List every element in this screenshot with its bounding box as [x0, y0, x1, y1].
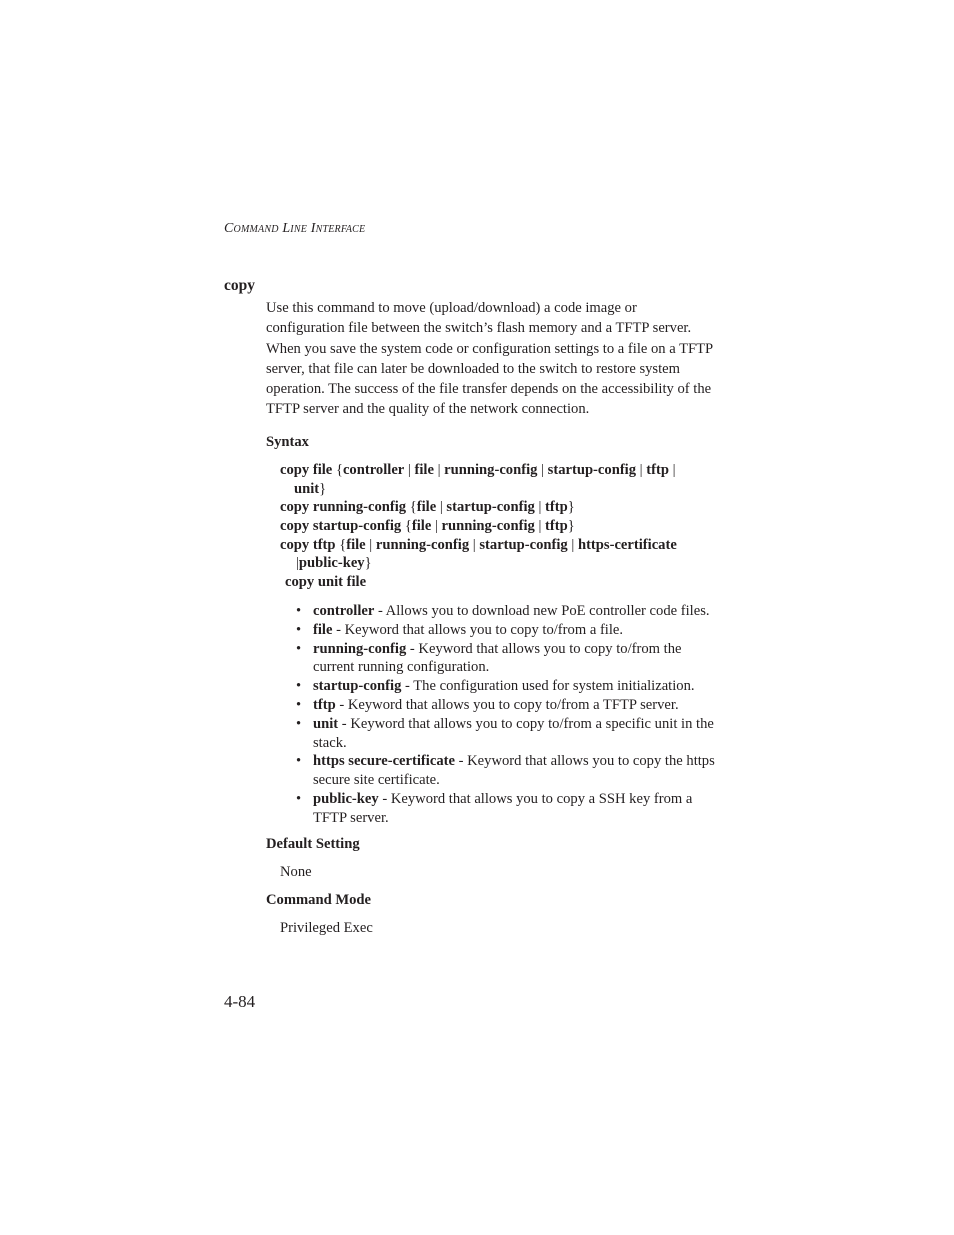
syntax-brace: }	[364, 555, 372, 571]
syntax-sep: |	[636, 462, 647, 478]
list-item	[296, 715, 736, 753]
syntax-sep: |	[365, 537, 376, 553]
syntax-option: tftp	[646, 462, 669, 478]
bullet-icon: •	[296, 790, 302, 807]
param-description: - Keyword that allows you to copy to/from a specific unit in the	[338, 715, 714, 732]
syntax-option: running-config	[444, 462, 538, 478]
param-keyword: public-key	[313, 790, 379, 807]
syntax-copy-file	[280, 462, 676, 479]
default-setting-heading: Default Setting	[266, 836, 360, 852]
syntax-sep: |	[534, 499, 546, 515]
syntax-sep: |	[296, 555, 299, 571]
param-description: - Keyword that allows you to copy to/from a TFTP server.	[335, 696, 679, 713]
list-item	[296, 677, 736, 696]
param-keyword: startup-config	[313, 678, 402, 695]
command-title: copy	[224, 277, 255, 294]
running-header: Command Line Interface	[224, 221, 366, 236]
bullet-icon: •	[296, 640, 302, 657]
parameter-list	[296, 602, 736, 828]
syntax-sep: |	[433, 462, 445, 478]
syntax-option: tftp	[545, 518, 568, 534]
bullet-icon: •	[296, 603, 302, 619]
description-line: operation. The success of the file transfer depends on the accessibility of the	[266, 381, 712, 398]
bullet-icon: •	[296, 715, 302, 732]
syntax-option: public-key	[298, 555, 365, 571]
syntax-sep: |	[431, 518, 442, 534]
syntax-sep: |	[469, 537, 480, 553]
param-description: - Keyword that allows you to copy a SSH key from a	[378, 790, 693, 807]
syntax-brace: }	[567, 518, 575, 534]
list-item	[296, 640, 736, 678]
param-keyword: https secure-certificate	[313, 753, 455, 770]
param-description: - Keyword that allows you to copy to/from a file.	[332, 621, 624, 638]
syntax-option: file	[411, 518, 432, 534]
syntax-sep: |	[404, 462, 415, 478]
bullet-icon: •	[296, 753, 302, 770]
syntax-brace: }	[567, 499, 575, 515]
syntax-copy-unit-file: copy unit file	[285, 574, 367, 590]
syntax-part: copy startup-config	[280, 518, 402, 534]
syntax-sep: |	[668, 462, 676, 478]
syntax-option: controller	[342, 462, 405, 478]
syntax-copy-file-cont	[294, 481, 326, 498]
syntax-option: startup-config	[547, 462, 637, 478]
syntax-brace: {	[335, 537, 347, 553]
list-item	[296, 752, 736, 790]
syntax-copy-tftp-cont	[296, 555, 372, 572]
page-number: 4-84	[224, 992, 256, 1011]
param-keyword: controller	[313, 603, 375, 619]
syntax-option: unit	[294, 481, 320, 497]
syntax-option: running-config	[375, 537, 470, 553]
default-setting-value: None	[280, 864, 312, 880]
list-item	[296, 790, 736, 828]
bullet-icon: •	[296, 621, 302, 638]
syntax-copy-startup-config	[280, 518, 575, 535]
syntax-option: running-config	[441, 518, 535, 534]
param-description-cont: secure site certificate.	[313, 772, 440, 789]
syntax-option: tftp	[545, 499, 568, 515]
syntax-brace: {	[401, 518, 412, 534]
syntax-option: file	[414, 462, 434, 478]
param-keyword: tftp	[313, 696, 336, 713]
param-description: - The configuration used for system initialization.	[401, 678, 695, 695]
syntax-option: file	[346, 537, 366, 553]
list-item	[296, 696, 736, 715]
description-line: configuration file between the switch’s flash memory and a TFTP server.	[266, 320, 692, 337]
syntax-option: startup-config	[479, 537, 568, 553]
syntax-sep: |	[534, 518, 546, 534]
syntax-copy-tftp	[280, 537, 677, 554]
syntax-part: copy file	[280, 462, 333, 478]
bullet-icon: •	[296, 678, 302, 695]
command-description	[266, 298, 736, 420]
bullet-icon: •	[296, 696, 302, 713]
param-description: - Keyword that allows you to copy the https	[454, 753, 715, 770]
description-line: TFTP server and the quality of the network connection.	[266, 401, 590, 418]
command-mode-heading: Command Mode	[266, 892, 371, 908]
list-item	[296, 602, 736, 621]
command-mode-value: Privileged Exec	[280, 920, 373, 936]
description-line: When you save the system code or configuration settings to a file on a TFTP	[266, 340, 714, 357]
param-description: - Keyword that allows you to copy to/from the	[406, 640, 682, 657]
syntax-brace: }	[319, 481, 327, 497]
syntax-option: file	[416, 499, 437, 515]
syntax-part: copy running-config	[280, 499, 407, 515]
description-line: Use this command to move (upload/download) a code image or	[266, 300, 637, 316]
syntax-sep: |	[537, 462, 548, 478]
param-description-cont: TFTP server.	[313, 809, 389, 826]
param-keyword: unit	[313, 715, 339, 732]
syntax-sep: |	[436, 499, 447, 515]
syntax-part: copy tftp	[280, 537, 336, 553]
param-keyword: file	[313, 621, 333, 638]
syntax-heading: Syntax	[266, 434, 309, 450]
syntax-copy-running-config	[280, 499, 575, 516]
param-description: - Allows you to download new PoE controller code files.	[374, 603, 710, 619]
syntax-sep: |	[567, 537, 578, 553]
syntax-brace: {	[332, 462, 343, 478]
syntax-option: https-certificate	[577, 537, 677, 553]
list-item	[296, 621, 736, 640]
param-keyword: running-config	[313, 640, 407, 657]
param-description-cont: stack.	[313, 734, 347, 751]
param-description-cont: current running configuration.	[313, 659, 490, 676]
syntax-brace: {	[406, 499, 417, 515]
description-line: server, that file can later be downloaded to the switch to restore system	[266, 360, 680, 377]
syntax-option: startup-config	[446, 499, 535, 515]
